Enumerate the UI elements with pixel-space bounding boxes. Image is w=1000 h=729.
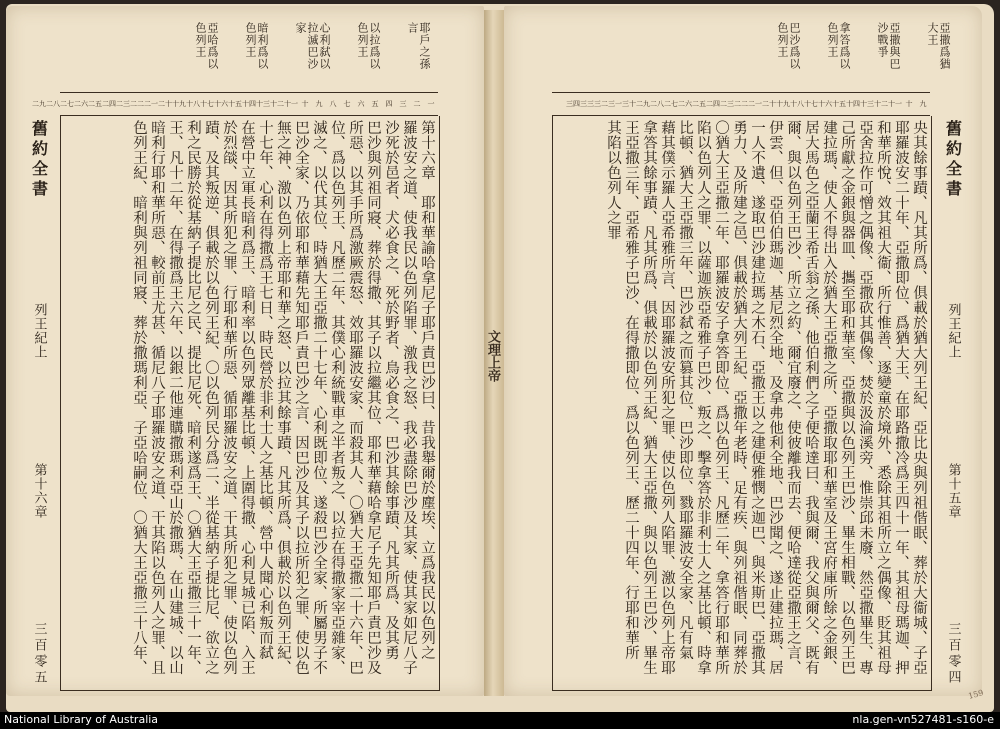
- text-column: 在營中立軍長暗利爲王、暗利率以色列眾離基比頓、上圍得撒、心利見城已陷、入王: [239, 120, 255, 675]
- verse-number: 二四: [102, 100, 116, 108]
- verse-number: 二九: [636, 100, 650, 108]
- verse-number: 二七: [664, 100, 678, 108]
- right-text-block: [556, 120, 928, 680]
- margin-note: 以拉爲以色列王: [356, 22, 381, 70]
- text-column: 伊雲、但、亞伯伯瑪迦、基尼烈全地、及拿弗他利全地、巴沙聞之、遂止建拉瑪、居: [767, 120, 783, 675]
- verse-number: 二五: [692, 100, 706, 108]
- verse-number: 十六: [214, 100, 228, 108]
- verse-number: 三四: [566, 100, 580, 108]
- verse-number: 二六: [74, 100, 88, 108]
- text-column: 蹟、及其叛逆、俱載於以色列王紀、〇以色列民分爲二、半從基納子提比尼、欲立之: [203, 120, 219, 675]
- running-title: 舊約全書: [29, 120, 49, 200]
- verse-number: 二十: [158, 100, 172, 108]
- text-column: 建拉瑪、使人不得出入於猶大王亞撒之所、亞撒取耶和華室及王宮府庫所餘之金銀、: [821, 120, 837, 675]
- verse-number: 二八: [650, 100, 664, 108]
- text-column: 滅之、以代其位、時猶大王亞撒二十七年、心利既即位、遂殺巴沙全家、所屬男子不: [311, 120, 327, 675]
- margin-note: 亞撒爲猶大王: [926, 22, 951, 70]
- verse-number: 十: [301, 100, 309, 108]
- verse-number: 九: [919, 100, 927, 108]
- text-column: 一人不遺、遂取巴沙建拉瑪之木石、亞撒王以之建便雅憫之迦巴、與米斯巴、亞撒其: [749, 120, 765, 675]
- verse-number: 二一: [748, 100, 762, 108]
- verse-number: 一: [427, 100, 435, 108]
- text-column: 於烈燄、因其所犯之罪、行耶和華所惡、循耶羅波安之道、干其所犯之罪、使以色列: [221, 120, 237, 675]
- verse-number: 三十: [622, 100, 636, 108]
- text-column: 無之神、激以色列上帝耶和華之怒、以拉其餘事蹟、凡其所爲、俱載於以色列王紀、: [275, 120, 291, 675]
- gutter-label: 文理上帝: [485, 330, 500, 382]
- margin-note: 亞撒與巴沙戰爭: [876, 22, 901, 70]
- verse-number: 十八: [186, 100, 200, 108]
- footer-source: National Library of Australia: [4, 713, 159, 726]
- text-column: 和華所悅、效其祖大衞、所行惟善、逐變童於境外、悉除其祖所立之偶像、貶其祖母: [875, 120, 891, 675]
- page-number: 三百零五: [31, 621, 47, 686]
- text-column: 耶羅波安二十年、亞撒即位、爲猶大王、在耶路撒冷爲王四十一年、其祖母瑪迦、押: [893, 120, 909, 675]
- right-page-notes: [580, 22, 950, 80]
- text-column: 沙死於邑者、犬必食之、死於野者、鳥必食之、巴沙其餘事蹟、凡其所爲、及其勇: [383, 120, 399, 660]
- verse-number: 十八: [790, 100, 804, 108]
- text-column: 己所獻之金銀與器皿、攜至耶和華室、亞撒與以色列王巴沙、畢生相戰、以色列王巴: [839, 120, 855, 675]
- left-verse-number-bar: [32, 92, 438, 116]
- verse-number: 十四: [242, 100, 256, 108]
- verse-number: 四: [385, 100, 393, 108]
- verse-number: 二三: [720, 100, 734, 108]
- text-column: 居大馬色之亞蘭王希舌翁之孫、他伯利們之子便哈達曰、我與爾、我父與爾父、既有: [803, 120, 819, 675]
- verse-number: 九: [315, 100, 323, 108]
- verse-number: 八: [329, 100, 337, 108]
- verse-number: 十九: [172, 100, 186, 108]
- left-text-block: [64, 120, 436, 680]
- margin-note: 拿答爲以色列王: [826, 22, 851, 70]
- text-column: 巴沙全家、乃依耶和華藉先知耶戶責巴沙之言、因巴沙及其子以拉所犯之罪、使以色: [293, 120, 309, 675]
- verse-number: 二一: [144, 100, 158, 108]
- verse-number: 三三: [580, 100, 594, 108]
- text-column: 拿答其餘事蹟、凡其所爲、俱載於以色列王紀、猶大王亞撒、與以色列王巴沙、畢生: [641, 120, 657, 675]
- text-column: 藉其僕示羅人亞希雅所言、因耶羅波安所犯之罪、使以色列人陷罪、激以色列上帝耶: [659, 120, 675, 675]
- right-verse-number-bar: [552, 92, 930, 116]
- text-column: 羅波安之道、使我民以色列陷罪、激我之怒、我必盡除巴沙及其家、使其家如尼八子: [401, 120, 417, 675]
- text-column: 其陷以色列人之罪: [605, 120, 621, 240]
- verse-number: 二二: [130, 100, 144, 108]
- verse-number: 十七: [804, 100, 818, 108]
- chapter-label: 第十六章: [31, 462, 47, 519]
- verse-number: 三: [399, 100, 407, 108]
- book-name: 列王紀上: [31, 303, 47, 360]
- text-column: 利之民勝於從基納子提比尼之民、提比尼死、暗利遂爲王、〇猶大王亞撒三十一年、: [185, 120, 201, 675]
- text-column: 第十六章 耶和華諭哈拿尼子耶戶責巴沙曰、昔我舉爾於塵埃、立爲我民以色列之: [419, 120, 435, 660]
- right-margin: [936, 120, 970, 686]
- verse-number: 十六: [818, 100, 832, 108]
- verse-number: 二七: [60, 100, 74, 108]
- book-name: 列王紀上: [945, 303, 961, 360]
- verse-number: 二八: [46, 100, 60, 108]
- margin-note: 巴沙爲以色列王: [776, 22, 801, 70]
- page-number: 三百零四: [945, 621, 961, 686]
- text-column: 〇猶大王亞撒二年、耶羅波安子拿答即位、爲以色列王、凡歷二年、拿答行耶和華所: [713, 120, 729, 675]
- verse-number: 十一: [888, 100, 902, 108]
- verse-number: 十二: [874, 100, 888, 108]
- running-title: 舊約全書: [943, 120, 963, 200]
- text-column: 央其餘事蹟、凡其所爲、俱載於猶大列王紀、亞比央與列祖偕眠、葬於大衞城、子亞: [911, 120, 927, 675]
- verse-number: 二五: [88, 100, 102, 108]
- text-column: 亞舍拉作可憎之偶像、亞撒砍其偶像、焚於汲淪溪旁、惟崇邱未廢、然亞撒畢生、專: [857, 120, 873, 675]
- verse-number: 二六: [678, 100, 692, 108]
- text-column: 色列王紀、暗利與列祖同寢、葬於撒瑪利亞、子亞哈嗣位、〇猶大王亞撒三十八年、: [131, 120, 147, 675]
- footer-id: nla.gen-vn527481-s160-e: [852, 713, 994, 726]
- verse-number: 十九: [776, 100, 790, 108]
- text-column: 比頓、猶大王亞撒三年、巴沙弑之而篡其位、巴沙即位、戮耶羅波安全家、凡有氣: [677, 120, 693, 660]
- text-column: 王亞撒三年、亞希雅子巴沙、在得撒即位、爲以色列王、歷二十四年、行耶和華所: [623, 120, 639, 660]
- text-column: 巴沙與列祖同寢、葬於得撒、其子以拉繼其位、耶和華藉哈拿尼子先知耶戶責巴沙及: [365, 120, 381, 675]
- verse-number: 二: [413, 100, 421, 108]
- page-stamp: 159: [967, 688, 985, 701]
- margin-note: 耶戶之孫言: [406, 22, 431, 70]
- verse-number: 十四: [846, 100, 860, 108]
- footer-bar: [0, 712, 1000, 729]
- verse-number: 六: [357, 100, 365, 108]
- verse-number: 三一: [608, 100, 622, 108]
- text-column: 爾、與以色列王巴沙、所立之約、爾宜廢之、使彼離我而去、便哈達從亞撒王之言、: [785, 120, 801, 675]
- verse-number: 二四: [706, 100, 720, 108]
- verse-number: 七: [343, 100, 351, 108]
- left-page-notes: [60, 22, 430, 80]
- text-column: 十七年、心利在得撒爲王七日、時民營於非利士人之基比頓、營中人聞心利叛而弑: [257, 120, 273, 660]
- chapter-label: 第十五章: [945, 462, 961, 519]
- text-column: 陷以色列人之罪、以薩迦族亞希雅子巴沙、叛之、擊拿答於非利士人之基比頓、時拿: [695, 120, 711, 675]
- verse-number: 十三: [256, 100, 270, 108]
- text-column: 位、爲以色列王、凡歷二年、其僕心利統戰車之半者叛之、以拉在得撒家宰亞雜家、: [329, 120, 345, 675]
- verse-number: 十七: [200, 100, 214, 108]
- verse-number: 二十: [762, 100, 776, 108]
- verse-number: 二二: [734, 100, 748, 108]
- text-column: 勇力、及所建之邑、俱載於猶大列王紀、亞撒年老時、足有疾、與列祖偕眠、同葬於: [731, 120, 747, 675]
- margin-note: 亞哈爲以色列王: [194, 22, 219, 70]
- verse-number: 十一: [284, 100, 298, 108]
- text-column: 所惡、以其手所爲激厥震怒、效耶羅波安家、而殺其人、〇猶大王亞撒二十六年、巴: [347, 120, 363, 675]
- verse-number: 十: [905, 100, 913, 108]
- verse-number: 十五: [832, 100, 846, 108]
- verse-number: 三二: [594, 100, 608, 108]
- verse-number: 五: [371, 100, 379, 108]
- verse-number: 二三: [116, 100, 130, 108]
- text-column: 暗利行耶和華所惡、較前王尤甚、循尼八子耶羅波安之道、干其陷以色列人之罪、且: [149, 120, 165, 675]
- verse-number: 十三: [860, 100, 874, 108]
- verse-number: 二九: [32, 100, 46, 108]
- margin-note: 暗利爲以色列王: [244, 22, 269, 70]
- verse-number: 十二: [270, 100, 284, 108]
- margin-note: 心利弑以拉滅巴沙家: [294, 22, 331, 70]
- verse-number: 十五: [228, 100, 242, 108]
- text-column: 王、凡十二年、在得撒爲王六年、以銀二他連購撒瑪利亞山於撒瑪、在山建城、以山: [167, 120, 183, 675]
- left-margin: [22, 120, 56, 686]
